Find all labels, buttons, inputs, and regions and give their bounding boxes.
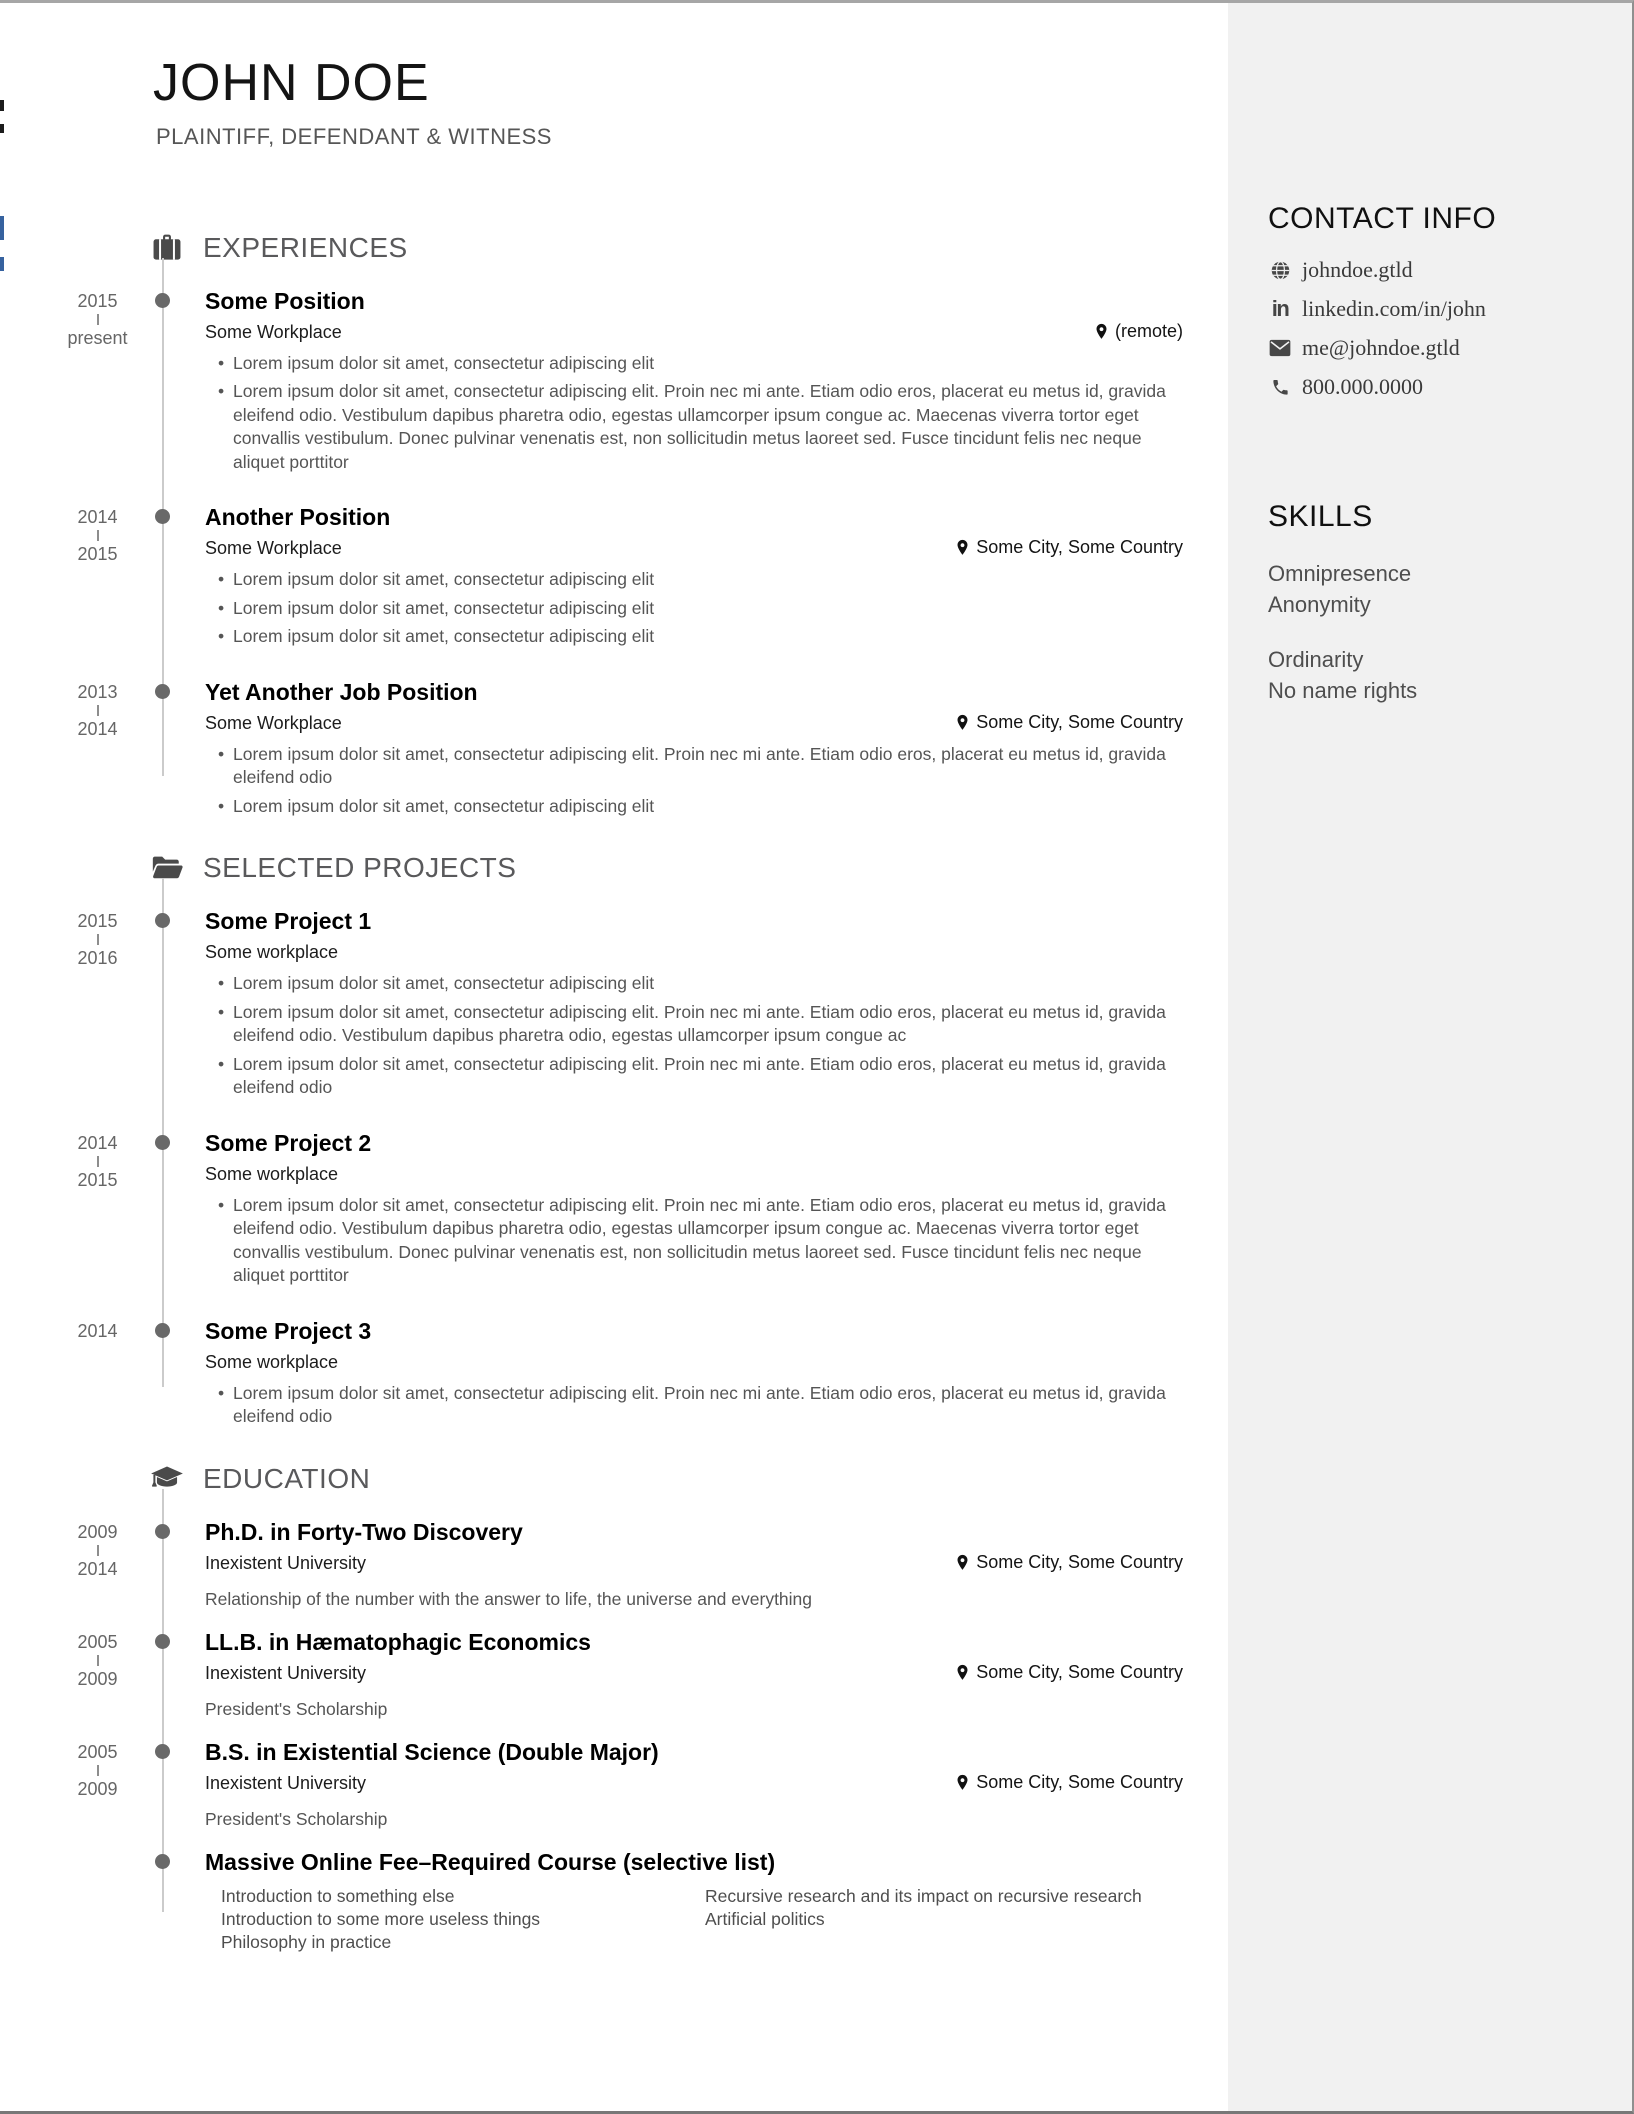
- entry-title: Some Project 1: [205, 908, 372, 935]
- timeline-dot: [155, 293, 170, 308]
- entry-year-start: 2005: [77, 1741, 118, 1762]
- map-pin-icon: [956, 539, 969, 556]
- experience-entry: [0, 679, 1230, 819]
- entry-location-text: Some City, Some Country: [976, 1661, 1183, 1682]
- course-column-left: [221, 1885, 705, 1954]
- timeline-dot: [155, 1854, 170, 1869]
- project-entry: [0, 1318, 1230, 1429]
- entry-location-text: Some City, Some Country: [976, 711, 1183, 732]
- course-item: Introduction to something else: [221, 1885, 455, 1906]
- course-item: Philosophy in practice: [221, 1931, 392, 1952]
- entry-bullets: [205, 743, 1183, 819]
- entry-bullets: [205, 352, 1183, 475]
- bullet-item: • Lorem ipsum dolor sit amet, consectetur adipiscing elit. Proin nec mi ante. Etiam odio eros, placerat eu metus id, gravida eleifend odio: [205, 1053, 1183, 1100]
- entry-organization: Some Workplace: [205, 321, 342, 342]
- section-projects: [0, 848, 1230, 1429]
- entry-year-start: 2009: [77, 1521, 118, 1542]
- bullet-item: • Lorem ipsum dolor sit amet, consectetur adipiscing elit: [205, 597, 1183, 621]
- entry-organization: Some workplace: [205, 942, 339, 963]
- entry-year-end: present: [67, 327, 128, 348]
- entry-years: [40, 1522, 155, 1579]
- timeline-dot: [155, 1135, 170, 1150]
- entry-years: [40, 1133, 155, 1190]
- entry-organization: Some Workplace: [205, 712, 342, 733]
- contact-item-website[interactable]: [1268, 257, 1604, 283]
- entry-year-end: 2015: [77, 544, 118, 565]
- skill-group: [1268, 558, 1604, 620]
- experience-entry: [0, 288, 1230, 475]
- entry-organization: Some workplace: [205, 1351, 339, 1372]
- section-header: [150, 1459, 1230, 1499]
- entry-years: [40, 911, 155, 968]
- course-item: Introduction to some more useless things: [221, 1908, 541, 1929]
- entry-title: Ph.D. in Forty-Two Discovery: [205, 1518, 523, 1545]
- linkedin-icon: in: [1271, 296, 1289, 321]
- year-separator: [97, 530, 99, 541]
- section-header: [150, 848, 1230, 888]
- experience-entry: [0, 504, 1230, 649]
- education-entry: [0, 1739, 1230, 1831]
- timeline-dot: [155, 1634, 170, 1649]
- entry-year-start: 2013: [77, 681, 118, 702]
- graduation-cap-icon: [150, 1462, 184, 1496]
- globe-icon: [1268, 260, 1292, 281]
- bullet-item: • Lorem ipsum dolor sit amet, consectetur adipiscing elit: [205, 972, 1183, 996]
- entry-year-start: 2015: [77, 911, 118, 932]
- person-name: JOHN DOE: [153, 54, 430, 112]
- entry-bullets: [205, 1382, 1183, 1429]
- entry-location: [956, 1662, 1183, 1683]
- map-pin-icon: [956, 1554, 969, 1571]
- entry-location: [956, 1772, 1183, 1793]
- timeline-dot: [155, 509, 170, 524]
- entry-year-end: 2016: [77, 948, 118, 969]
- phone-text: 800.000.0000: [1302, 374, 1423, 399]
- map-pin-icon: [956, 1664, 969, 1681]
- entry-location: [956, 1552, 1183, 1573]
- contact-info-title: CONTACT INFO: [1268, 202, 1497, 235]
- year-separator: [97, 934, 99, 945]
- timeline-dot: [155, 1323, 170, 1338]
- entry-year-end: 2015: [77, 1169, 118, 1190]
- entry-organization: Inexistent University: [205, 1662, 367, 1683]
- entry-location-text: Some City, Some Country: [976, 537, 1183, 558]
- entry-bullets: [205, 568, 1183, 649]
- linkedin-text: linkedin.com/in/john: [1302, 296, 1486, 321]
- envelope-icon: [1268, 339, 1292, 357]
- entry-bullets: [205, 972, 1183, 1100]
- timeline-dot: [155, 1744, 170, 1759]
- skill-group: [1268, 644, 1604, 706]
- entry-year-end: 2014: [77, 1558, 118, 1579]
- phone-icon: [1268, 378, 1292, 397]
- bullet-item: • Lorem ipsum dolor sit amet, consectetur adipiscing elit: [205, 795, 1183, 819]
- entry-organization: Some workplace: [205, 1163, 339, 1184]
- year-separator: [97, 1655, 99, 1666]
- bullet-item: • Lorem ipsum dolor sit amet, consectetur adipiscing elit: [205, 625, 1183, 649]
- sidebar: [1228, 3, 1632, 2111]
- section-education: [0, 1459, 1230, 1954]
- section-title: EXPERIENCES: [203, 231, 408, 263]
- bullet-item: • Lorem ipsum dolor sit amet, consectetur adipiscing elit: [205, 568, 1183, 592]
- entry-detail: President's Scholarship: [205, 1808, 388, 1829]
- entry-title: B.S. in Existential Science (Double Major): [205, 1738, 659, 1765]
- year-separator: [97, 1156, 99, 1167]
- entry-location-text: (remote): [1114, 320, 1183, 341]
- course-item: Artificial politics: [705, 1908, 825, 1929]
- education-entry: [0, 1519, 1230, 1611]
- entry-detail: Relationship of the number with the answer to life, the universe and everything: [205, 1588, 813, 1609]
- course-column-right: [705, 1885, 1142, 1954]
- skill-item: Omnipresence: [1268, 561, 1412, 586]
- education-entry: [0, 1629, 1230, 1721]
- briefcase-icon: [150, 231, 184, 265]
- main-column: [0, 3, 1230, 1984]
- bullet-item: • Lorem ipsum dolor sit amet, consectetur adipiscing elit. Proin nec mi ante. Etiam odio eros, placerat eu metus id, gravida eleifend odio. Vestibulum dapibus pharetra odio, egestas ullamcorper ipsum congue ac. Maecenas viverra tortor eget convallis vestibulum. Donec pulvinar venenatis est, non sollicitudin metus laoreet sed. Fusce tincidunt felis nec neque aliquet porttitor: [205, 1194, 1183, 1288]
- bullet-item: • Lorem ipsum dolor sit amet, consectetur adipiscing elit: [205, 352, 1183, 376]
- entry-year-start: 2005: [77, 1631, 118, 1652]
- entry-years: [40, 1321, 155, 1341]
- contact-list: [1268, 257, 1604, 400]
- year-separator: [97, 705, 99, 716]
- entry-year-start: 2015: [77, 290, 118, 311]
- skill-item: No name rights: [1268, 678, 1418, 703]
- entry-title: Another Position: [205, 504, 391, 531]
- person-tagline: PLAINTIFF, DEFENDANT & WITNESS: [156, 123, 552, 149]
- section-header: [150, 228, 1230, 268]
- entry-title: Massive Online Fee–Required Course (selective list): [205, 1848, 776, 1875]
- contact-item-linkedin[interactable]: [1268, 296, 1604, 322]
- section-title: SELECTED PROJECTS: [203, 852, 517, 884]
- entry-year-end: 2009: [77, 1778, 118, 1799]
- entry-years: [40, 682, 155, 739]
- entry-title: LL.B. in Hæmatophagic Economics: [205, 1628, 591, 1655]
- entry-years: [40, 507, 155, 564]
- entry-location: [1095, 321, 1183, 342]
- website-text: johndoe.gtld: [1302, 257, 1413, 282]
- year-separator: [97, 314, 99, 325]
- entry-title: Yet Another Job Position: [205, 678, 478, 705]
- skills-title: SKILLS: [1268, 500, 1373, 533]
- entry-location: [956, 537, 1183, 558]
- entry-location-text: Some City, Some Country: [976, 1551, 1183, 1572]
- email-text: me@johndoe.gtld: [1302, 335, 1460, 360]
- bullet-item: • Lorem ipsum dolor sit amet, consectetur adipiscing elit. Proin nec mi ante. Etiam odio eros, placerat eu metus id, gravida eleifend odio: [205, 1382, 1183, 1429]
- skill-item: Anonymity: [1268, 592, 1371, 617]
- resume-header: [0, 3, 1230, 150]
- year-separator: [97, 1545, 99, 1556]
- contact-item-phone[interactable]: [1268, 374, 1604, 400]
- entry-organization: Inexistent University: [205, 1772, 367, 1793]
- entry-title: Some Project 2: [205, 1129, 372, 1156]
- folder-open-icon: [150, 851, 184, 885]
- project-entry: [0, 1130, 1230, 1288]
- entry-detail: President's Scholarship: [205, 1698, 388, 1719]
- entry-title: Some Project 3: [205, 1317, 372, 1344]
- entry-year-start: 2014: [77, 1320, 118, 1341]
- contact-item-email[interactable]: [1268, 335, 1604, 361]
- entry-years: [40, 1632, 155, 1689]
- year-separator: [97, 1765, 99, 1776]
- map-pin-icon: [1095, 323, 1108, 340]
- map-pin-icon: [956, 1774, 969, 1791]
- entry-year-end: 2009: [77, 1668, 118, 1689]
- bullet-item: • Lorem ipsum dolor sit amet, consectetur adipiscing elit. Proin nec mi ante. Etiam odio eros, placerat eu metus id, gravida eleifend odio. Vestibulum dapibus pharetra odio, egestas ullamcorper ipsum congue ac: [205, 1001, 1183, 1048]
- entry-title: Some Position: [205, 287, 365, 314]
- entry-location: [956, 712, 1183, 733]
- entry-bullets: [205, 1194, 1183, 1288]
- bullet-item: • Lorem ipsum dolor sit amet, consectetur adipiscing elit. Proin nec mi ante. Etiam odio eros, placerat eu metus id, gravida eleifend odio: [205, 743, 1183, 790]
- entry-year-start: 2014: [77, 1132, 118, 1153]
- course-item: Recursive research and its impact on recursive research: [705, 1885, 1142, 1906]
- bullet-item: • Lorem ipsum dolor sit amet, consectetur adipiscing elit. Proin nec mi ante. Etiam odio eros, placerat eu metus id, gravida eleifend odio. Vestibulum dapibus pharetra odio, egestas ullamcorper ipsum congue ac. Maecenas viverra tortor eget convallis vestibulum. Donec pulvinar venenatis est, non sollicitudin metus laoreet sed. Fusce tincidunt felis nec neque aliquet porttitor: [205, 380, 1183, 474]
- education-entry-courses: [0, 1849, 1230, 1954]
- skill-item: Ordinarity: [1268, 647, 1364, 672]
- project-entry: [0, 908, 1230, 1100]
- entry-year-start: 2014: [77, 507, 118, 528]
- timeline-dot: [155, 684, 170, 699]
- entry-years: [40, 1742, 155, 1799]
- section-experiences: [0, 228, 1230, 819]
- entry-organization: Some Workplace: [205, 538, 342, 559]
- course-list: [205, 1885, 1183, 1954]
- entry-year-end: 2014: [77, 718, 118, 739]
- entry-location-text: Some City, Some Country: [976, 1771, 1183, 1792]
- skills-block: [1268, 500, 1604, 706]
- timeline-dot: [155, 913, 170, 928]
- entry-organization: Inexistent University: [205, 1552, 367, 1573]
- section-title: EDUCATION: [203, 1462, 371, 1494]
- timeline-dot: [155, 1524, 170, 1539]
- entry-years: [40, 291, 155, 348]
- map-pin-icon: [956, 714, 969, 731]
